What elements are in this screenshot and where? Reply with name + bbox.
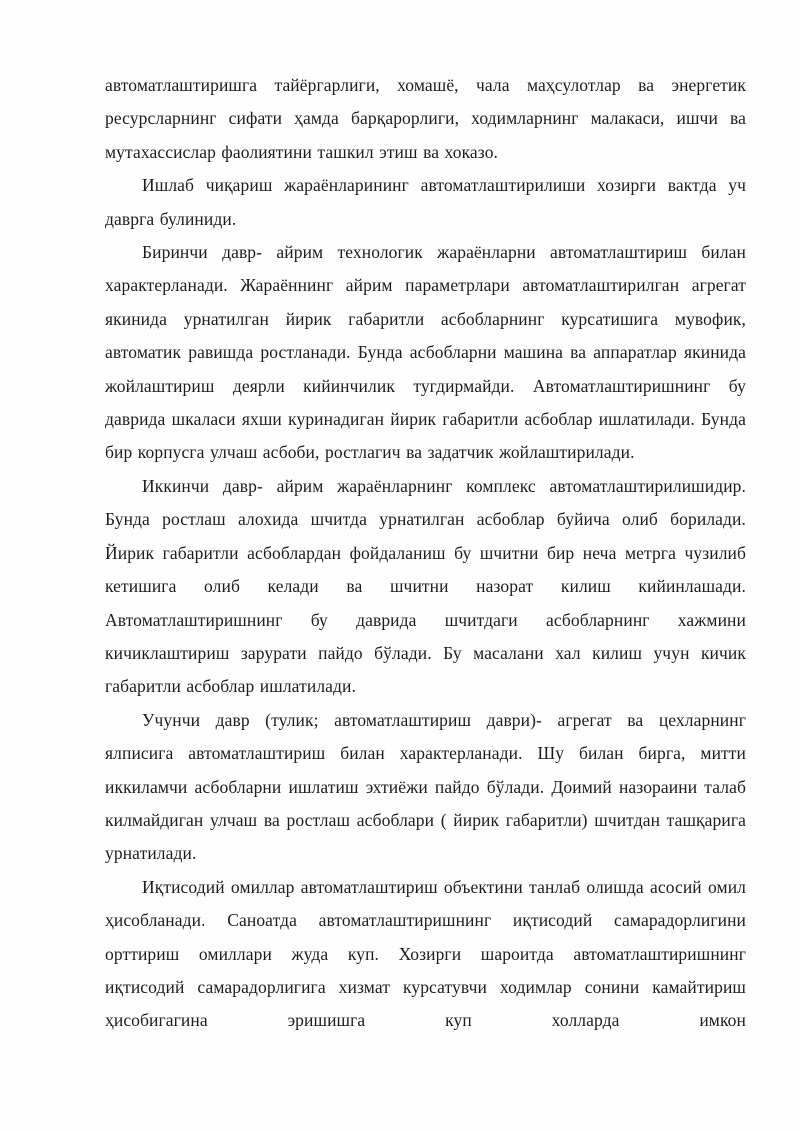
paragraph-third-period: Учунчи давр (тулик; автоматлаштириш даври)- агрегат ва цехларнинг ялписига автоматлаштириш билан характерланади. Шу билан бирга, митти иккиламчи асбобларни ишлатиш эхтиёжи пайдо бўлади. Доимий назораини талаб килмайдиган улчаш ва ростлаш асбоблари ( йирик габаритли) шчитдан ташқарига урнатилади. <box>105 709 746 864</box>
paragraph-intro-three-periods: Ишлаб чиқариш жараёнларининг автоматлаштирилиши хозирги вактда уч даврга булиниди. <box>105 175 746 229</box>
paragraph-continuation-top: автоматлаштиришга тайёргарлиги, хомашё, чала маҳсулотлар ва энергетик ресурсларнинг сифати ҳамда барқарорлиги, ходимларнинг малакаси, ишчи ва мутахассислар фаолиятини ташкил этиш ва хоказо. <box>105 75 746 162</box>
text-column <box>105 69 746 1038</box>
paragraph-first-period: Биринчи давр- айрим технологик жараёнларни автоматлаштириш билан характерланади. Жараённинг айрим параметрлари автоматлаштирилган агрегат якинида урнатилган йирик габаритли асбобларнинг курсатишига мувофик, автоматик равишда ростланади. Бунда асбобларни машина ва аппаратлар якинида жойлаштириш деярли кийинчилик тугдирмайди. Автоматлаштиришнинг бу даврида шкаласи яхши куринадиган йирик габаритли асбоблар ишлатилади. Бунда бир корпусга улчаш асбоби, ростлагич ва задатчик жойлаштирилади. <box>105 242 746 463</box>
paragraph-second-period: Иккинчи давр- айрим жараёнларнинг комплекс автоматлаштирилишидир. Бунда ростлаш алохида шчитда урнатилган асбоблар буйича олиб борилади. Йирик габаритли асбоблардан фойдаланиш бу шчитни бир неча метрга чузилиб кетишига олиб келади ва шчитни назорат килиш кийинлашади. Автоматлаштиришнинг бу даврида шчитдаги асбобларнинг хажмини кичиклаштириш зарурати пайдо бўлади. Бу масалани хал килиш учун кичик габаритли асбоблар ишлатилади. <box>105 475 746 697</box>
paragraph-economic-factors: Иқтисодий омиллар автоматлаштириш объектини танлаб олишда асосий омил ҳисобланади. Саноатда автоматлаштиришнинг иқтисодий самарадорлигини орттириш омиллари жуда куп. Хозирги шароитда автоматлаштиришнинг иқтисодий самарадорлигига хизмат курсатувчи ходимлар сонини камайтириш ҳисобигагина эришишга куп холларда имкон <box>105 876 746 1031</box>
